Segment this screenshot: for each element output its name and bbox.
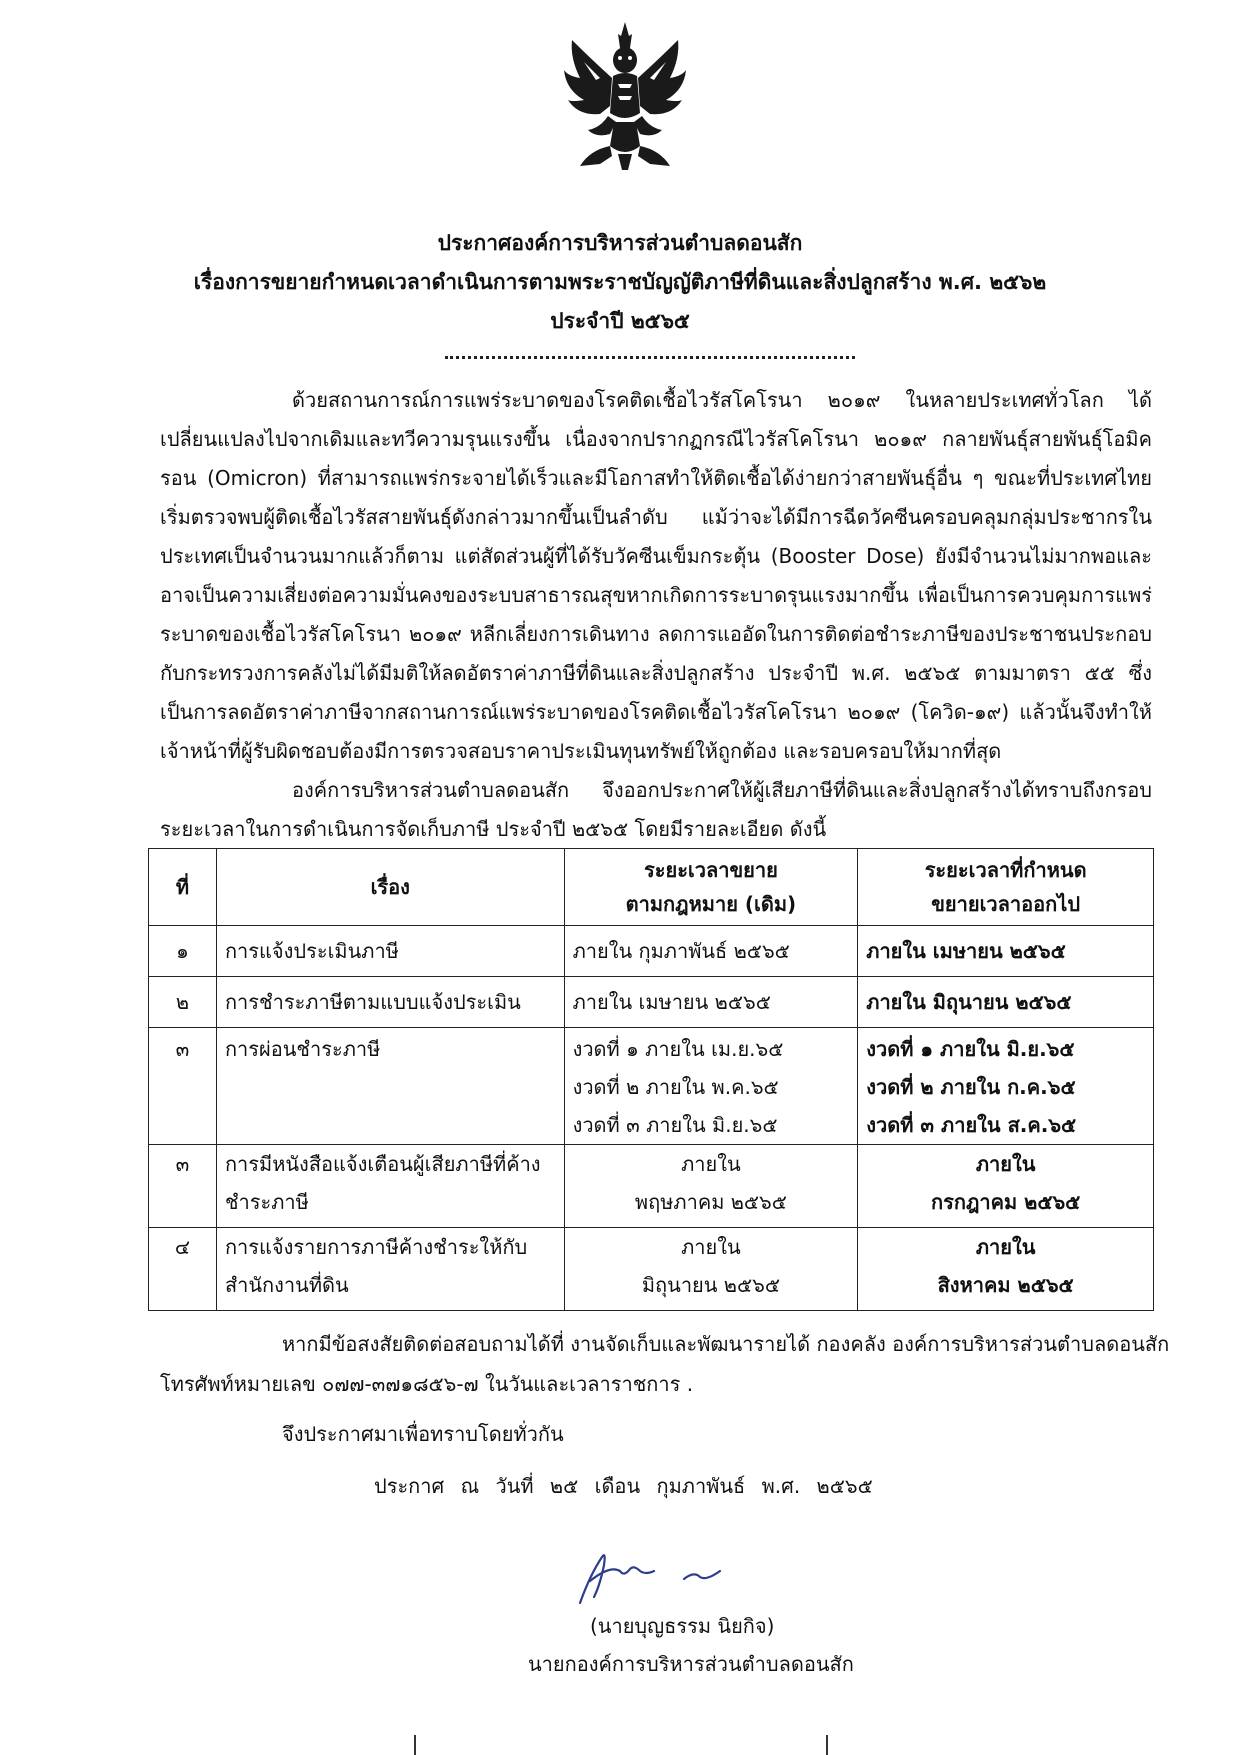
row-legal: ภายใน มิถุนายน ๒๕๖๕ (564, 1228, 858, 1311)
signatory-name: (นายบุญธรรม นิยกิจ) (590, 1614, 775, 1638)
body-text (160, 381, 1152, 849)
dotted-separator (445, 356, 855, 359)
col-header-extended: ระยะเวลาที่กำหนด ขยายเวลาออกไป (858, 849, 1154, 926)
announcement-year: ประจำปี ๒๕๖๕ (550, 309, 690, 333)
table-header-row (149, 849, 1154, 926)
row-subject: การชำระภาษีตามแบบแจ้งประเมิน (216, 977, 564, 1028)
signatory-title: นายกองค์การบริหารส่วนตำบลดอนสัก (528, 1652, 854, 1676)
row-extended: ภายใน เมษายน ๒๕๖๕ (858, 926, 1154, 977)
row-extended: ภายใน มิถุนายน ๒๕๖๕ (858, 977, 1154, 1028)
col-header-subject: เรื่อง (216, 849, 564, 926)
table-row (149, 977, 1154, 1028)
page-edge-mark (826, 1735, 828, 1755)
row-subject: การแจ้งรายการภาษีค้างชำระให้กับสำนักงานที่ดิน (216, 1228, 564, 1311)
table-row (149, 926, 1154, 977)
row-subject: การมีหนังสือแจ้งเตือนผู้เสียภาษีที่ค้างชำระภาษี (216, 1145, 564, 1228)
table-row (149, 1145, 1154, 1228)
page-edge-mark (414, 1735, 416, 1755)
row-legal: ภายใน กุมภาพันธ์ ๒๕๖๕ (564, 926, 858, 977)
table-row (149, 1228, 1154, 1311)
col-header-legal: ระยะเวลาขยาย ตามกฎหมาย (เดิม) (564, 849, 858, 926)
row-extended: ภายใน สิงหาคม ๒๕๖๕ (858, 1228, 1154, 1311)
row-legal: งวดที่ ๑ ภายใน เม.ย.๖๕ งวดที่ ๒ ภายใน พ.ค.๖๕ งวดที่ ๓ ภายใน มิ.ย.๖๕ (564, 1028, 858, 1145)
row-legal: ภายใน พฤษภาคม ๒๕๖๕ (564, 1145, 858, 1228)
row-legal: ภายใน เมษายน ๒๕๖๕ (564, 977, 858, 1028)
contact-line-2: โทรศัพท์หมายเลข ๐๗๗-๓๗๑๘๕๖-๗ ในวันและเวลาราชการ . (160, 1372, 694, 1396)
row-no: ๓ (149, 1028, 217, 1145)
row-no: ๓ (149, 1145, 217, 1228)
row-subject: การผ่อนชำระภาษี (216, 1028, 564, 1145)
garuda-emblem-icon (560, 18, 690, 173)
row-no: ๒ (149, 977, 217, 1028)
contact-line-1: หากมีข้อสงสัยติดต่อสอบถามได้ที่ งานจัดเก็บและพัฒนารายได้ กองคลัง องค์การบริหารส่วนตำบลดอนสัก (282, 1332, 1170, 1356)
signature-image (560, 1535, 740, 1615)
row-no: ๑ (149, 926, 217, 977)
row-no: ๔ (149, 1228, 217, 1311)
announcement-title: ประกาศองค์การบริหารส่วนตำบลดอนสัก (437, 231, 803, 255)
row-subject: การแจ้งประเมินภาษี (216, 926, 564, 977)
body-paragraph-1: ด้วยสถานการณ์การแพร่ระบาดของโรคติดเชื้อไวรัสโคโรนา ๒๐๑๙ ในหลายประเทศทั่วโลก ได้เปลี่ยนแปลงไปจากเดิมและทวีความรุนแรงขึ้น เนื่องจากปรากฏกรณีไวรัสโคโรนา ๒๐๑๙ กลายพันธุ์สายพันธุ์โอมิครอน (Omicron) ที่สามารถแพร่กระจายได้เร็วและมีโอกาสทำให้ติดเชื้อได้ง่ายกว่าสายพันธุ์อื่น ๆ ขณะที่ประเทศไทยเริ่มตรวจพบผู้ติดเชื้อไวรัสสายพันธุ์ดังกล่าวมากขึ้นเป็นลำดับ แม้ว่าจะได้มีการฉีดวัคซีนครอบคลุมกลุ่มประชากรในประเทศเป็นจำนวนมากแล้วก็ตาม แต่สัดส่วนผู้ที่ได้รับวัคซีนเข็มกระตุ้น (Booster Dose) ยังมีจำนวนไม่มากพอและอาจเป็นความเสี่ยงต่อความมั่นคงของระบบสาธารณสุขหากเกิดการระบาดรุนแรงมากขึ้น เพื่อเป็นการควบคุมการแพร่ระบาดของเชื้อไวรัสโคโรนา ๒๐๑๙ หลีกเลี่ยงการเดินทาง ลดการแออัดในการติดต่อชำระภาษีของประชาชนประกอบกับกระทรวงการคลังไม่ได้มีมติให้ลดอัตราค่าภาษีที่ดินและสิ่งปลูกสร้าง ประจำปี พ.ศ. ๒๕๖๕ ตามมาตรา ๕๕ ซึ่งเป็นการลดอัตราค่าภาษีจากสถานการณ์แพร่ระบาดของโรคติดเชื้อไวรัสโคโรนา ๒๐๑๙ (โควิด-๑๙) แล้วนั้นจึงทำให้เจ้าหน้าที่ผู้รับผิดชอบต้องมีการตรวจสอบราคาประเมินทุนทรัพย์ให้ถูกต้อง และรอบครอบให้มากที่สุด (160, 388, 1152, 763)
schedule-table (148, 848, 1154, 1311)
announcement-subject: เรื่องการขยายกำหนดเวลาดำเนินการตามพระราชบัญญัติภาษีที่ดินและสิ่งปลูกสร้าง พ.ศ. ๒๕๖๒ (193, 270, 1047, 294)
body-paragraph-2: องค์การบริหารส่วนตำบลดอนสัก จึงออกประกาศให้ผู้เสียภาษีที่ดินและสิ่งปลูกสร้างได้ทราบถึงกรอบระยะเวลาในการดำเนินการจัดเก็บภาษี ประจำปี ๒๕๖๕ โดยมีรายละเอียด ดังนี้ (160, 778, 1152, 841)
col-header-no: ที่ (149, 849, 217, 926)
row-extended: ภายใน กรกฎาคม ๒๕๖๕ (858, 1145, 1154, 1228)
closing-text: จึงประกาศมาเพื่อทราบโดยทั่วกัน (282, 1422, 564, 1446)
announcement-date: ประกาศ ณ วันที่ ๒๕ เดือน กุมภาพันธ์ พ.ศ. ๒๕๖๕ (374, 1474, 873, 1498)
table-row (149, 1028, 1154, 1145)
row-extended: งวดที่ ๑ ภายใน มิ.ย.๖๕ งวดที่ ๒ ภายใน ก.ค.๖๕ งวดที่ ๓ ภายใน ส.ค.๖๕ (858, 1028, 1154, 1145)
